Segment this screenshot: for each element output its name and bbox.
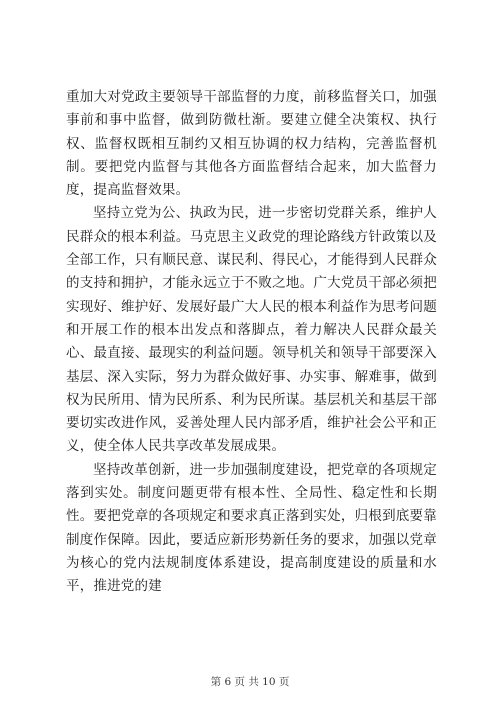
document-body — [66, 86, 437, 599]
page-footer: 第 6 页 共 10 页 — [210, 676, 290, 688]
paragraph-3: 坚持改革创新，进一步加强制度建设，把党章的各项规定落到实处。制度问题更带有根本性、全局性、稳定性和长期性。要把党章的各项规定和要求真正落到实处，归根到底要靠制度作保障。因此，要适应新形势新任务的要求，加强以党章为核心的党内法规制度体系建设，提高制度建设的质量和水平，推进党的建 — [66, 461, 437, 595]
paragraph-2: 坚持立党为公、执政为民，进一步密切党群关系，维护人民群众的根本利益。马克思主义政党的理论路线方针政策以及全部工作，只有顺民意、谋民利、得民心，才能得到人民群众的支持和拥护，才能永远立于不败之地。广大党员干部必须把实现好、维护好、发展好最广大人民的根本利益作为思考问题和开展工作的根本出发点和落脚点，着力解决人民群众最关心、最直接、最现实的利益问题。领导机关和领导干部要深入基层、深入实际，努力为群众做好事、办实事、解难事，做到权为民所用、情为民所系、利为民所谋。基层机关和基层干部要切实改进作风，妥善处理人民内部矛盾，维护社会公平和正义，使全体人民共享改革发展成果。 — [66, 205, 437, 455]
paragraph-1: 重加大对党政主要领导干部监督的力度，前移监督关口，加强事前和事中监督，做到防微杜渐。要建立健全决策权、执行权、监督权既相互制约又相互协调的权力结构，完善监督机制。要把党内监督与其他各方面监督结合起来，加大监督力度，提高监督效果。 — [66, 89, 437, 199]
